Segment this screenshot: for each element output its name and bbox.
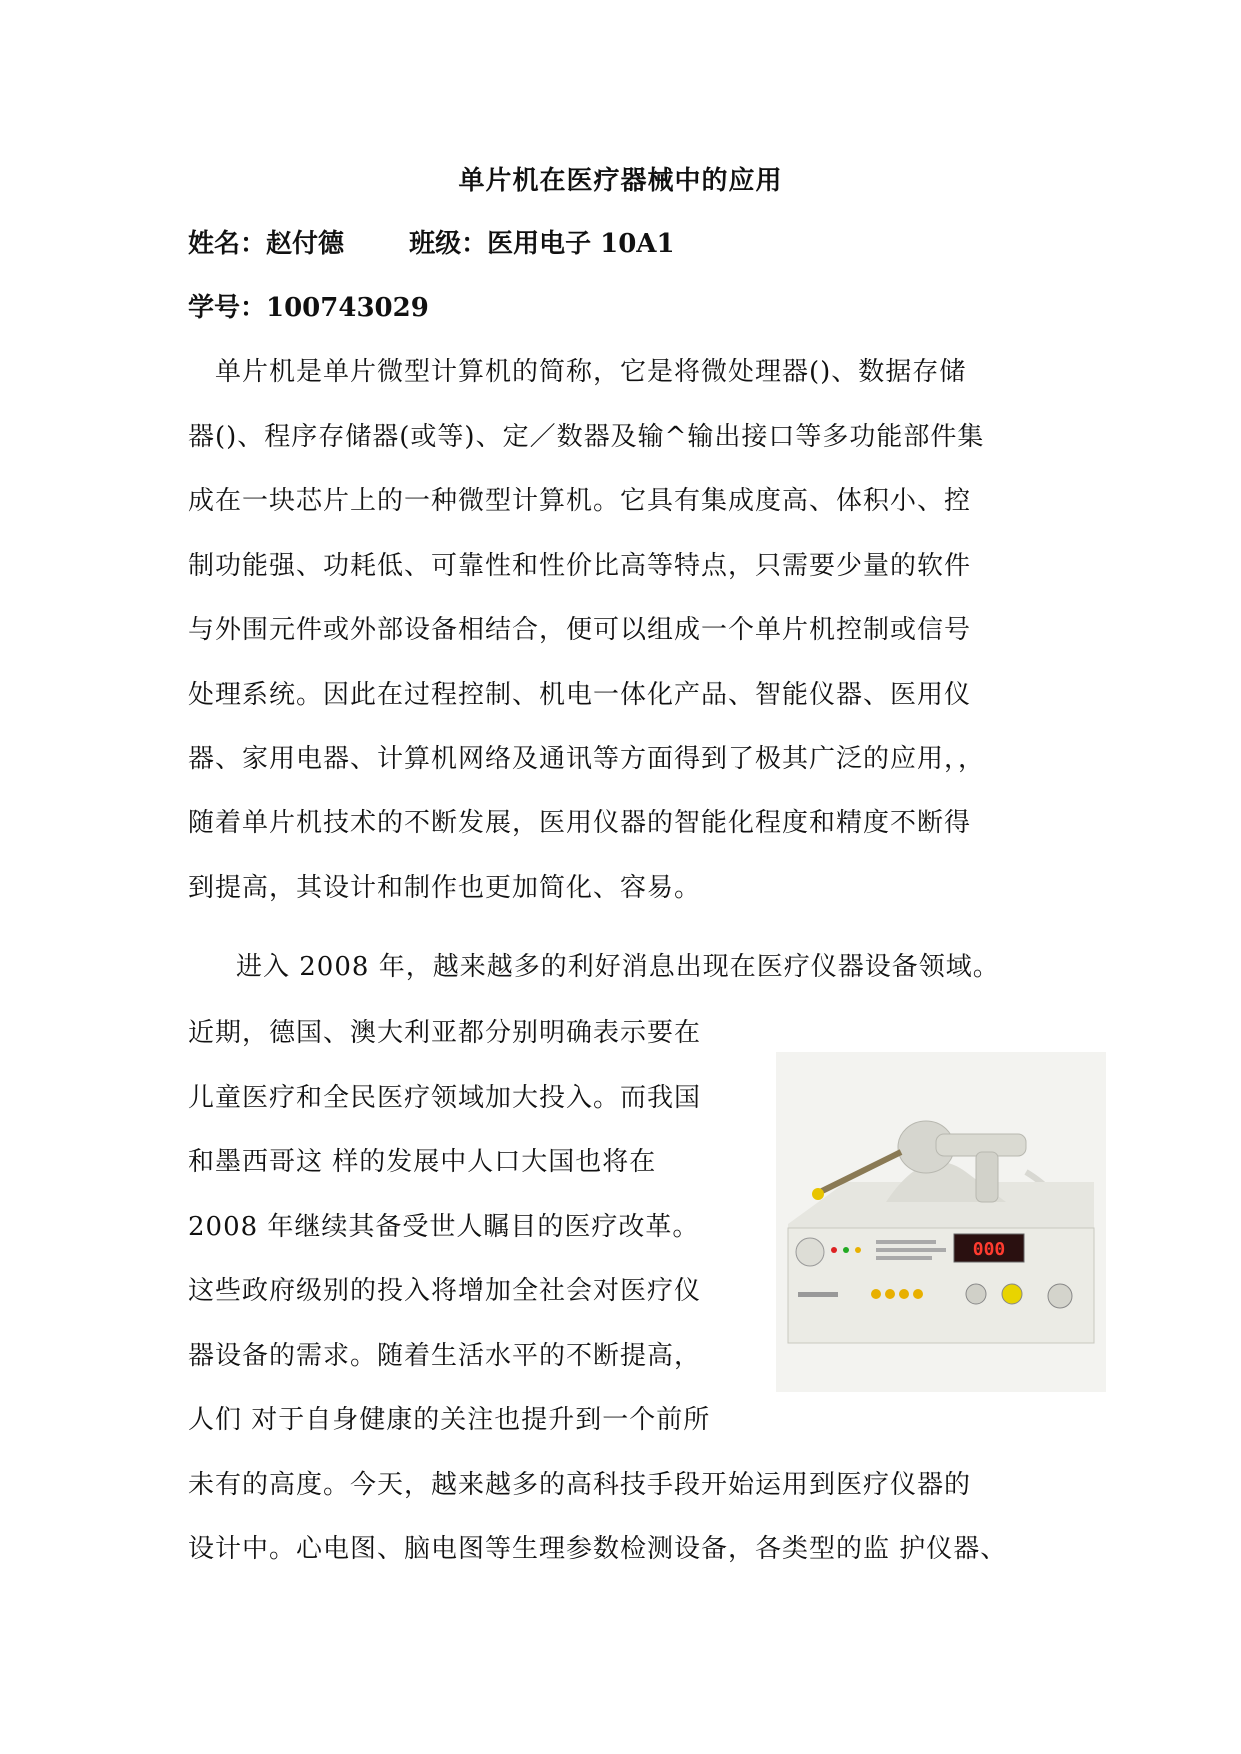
paragraph2-line: 进入 2008 年，越来越多的利好消息出现在医疗仪器设备领域。	[236, 952, 1000, 982]
paragraph2-line: 人们 对于自身健康的关注也提升到一个前所	[188, 1405, 711, 1435]
paragraph1-line: 与外围元件或外部设备相结合，便可以组成一个单片机控制或信号	[188, 615, 972, 645]
paragraph1-line: 到提高，其设计和制作也更加简化、容易。	[188, 873, 702, 903]
paragraph1-line: 器()、程序存储器(或等)、定／数器及输^输出接口等多功能部件集	[188, 422, 985, 452]
student-name: 姓名：赵付德	[188, 229, 345, 259]
paragraph2-line: 儿童医疗和全民医疗领域加大投入。而我国	[188, 1083, 702, 1113]
paragraph1-line: 随着单片机技术的不断发展，医用仪器的智能化程度和精度不断得	[188, 808, 972, 838]
student-id: 学号：100743029	[188, 293, 429, 323]
paragraph1-line: 成在一块芯片上的一种微型计算机。它具有集成度高、体积小、控	[188, 486, 972, 516]
student-info-row	[188, 223, 675, 260]
paragraph2-line: 设计中。心电图、脑电图等生理参数检测设备，各类型的监 护仪器、	[188, 1534, 1008, 1564]
paragraph2-line: 未有的高度。今天，越来越多的高科技手段开始运用到医疗仪器的	[188, 1470, 972, 1500]
paragraph2-line: 这些政府级别的投入将增加全社会对医疗仪	[188, 1276, 702, 1306]
paragraph2-line: 2008 年继续其备受世人瞩目的医疗改革。	[188, 1212, 700, 1242]
student-class: 班级：医用电子 10A1	[409, 229, 675, 259]
device-display-readout: 000	[972, 1239, 1006, 1260]
medical-device-photo	[776, 1052, 1106, 1392]
document-title: 单片机在医疗器械中的应用	[458, 166, 783, 196]
paragraph2-line: 近期，德国、澳大利亚都分别明确表示要在	[188, 1018, 702, 1048]
paragraph2-line: 器设备的需求。随着生活水平的不断提高，	[188, 1341, 702, 1371]
device-illustration	[776, 1052, 1106, 1392]
paragraph1-line: 器、家用电器、计算机网络及通讯等方面得到了极其广泛的应用，，	[188, 744, 986, 774]
paragraph2-line: 和墨西哥这 样的发展中人口大国也将在	[188, 1147, 657, 1177]
paragraph1-line: 单片机是单片微型计算机的简称，它是将微处理器()、数据存储	[188, 357, 967, 387]
paragraph1-line: 处理系统。因此在过程控制、机电一体化产品、智能仪器、医用仪	[188, 680, 972, 710]
paragraph1-line: 制功能强、功耗低、可靠性和性价比高等特点，只需要少量的软件	[188, 551, 972, 581]
